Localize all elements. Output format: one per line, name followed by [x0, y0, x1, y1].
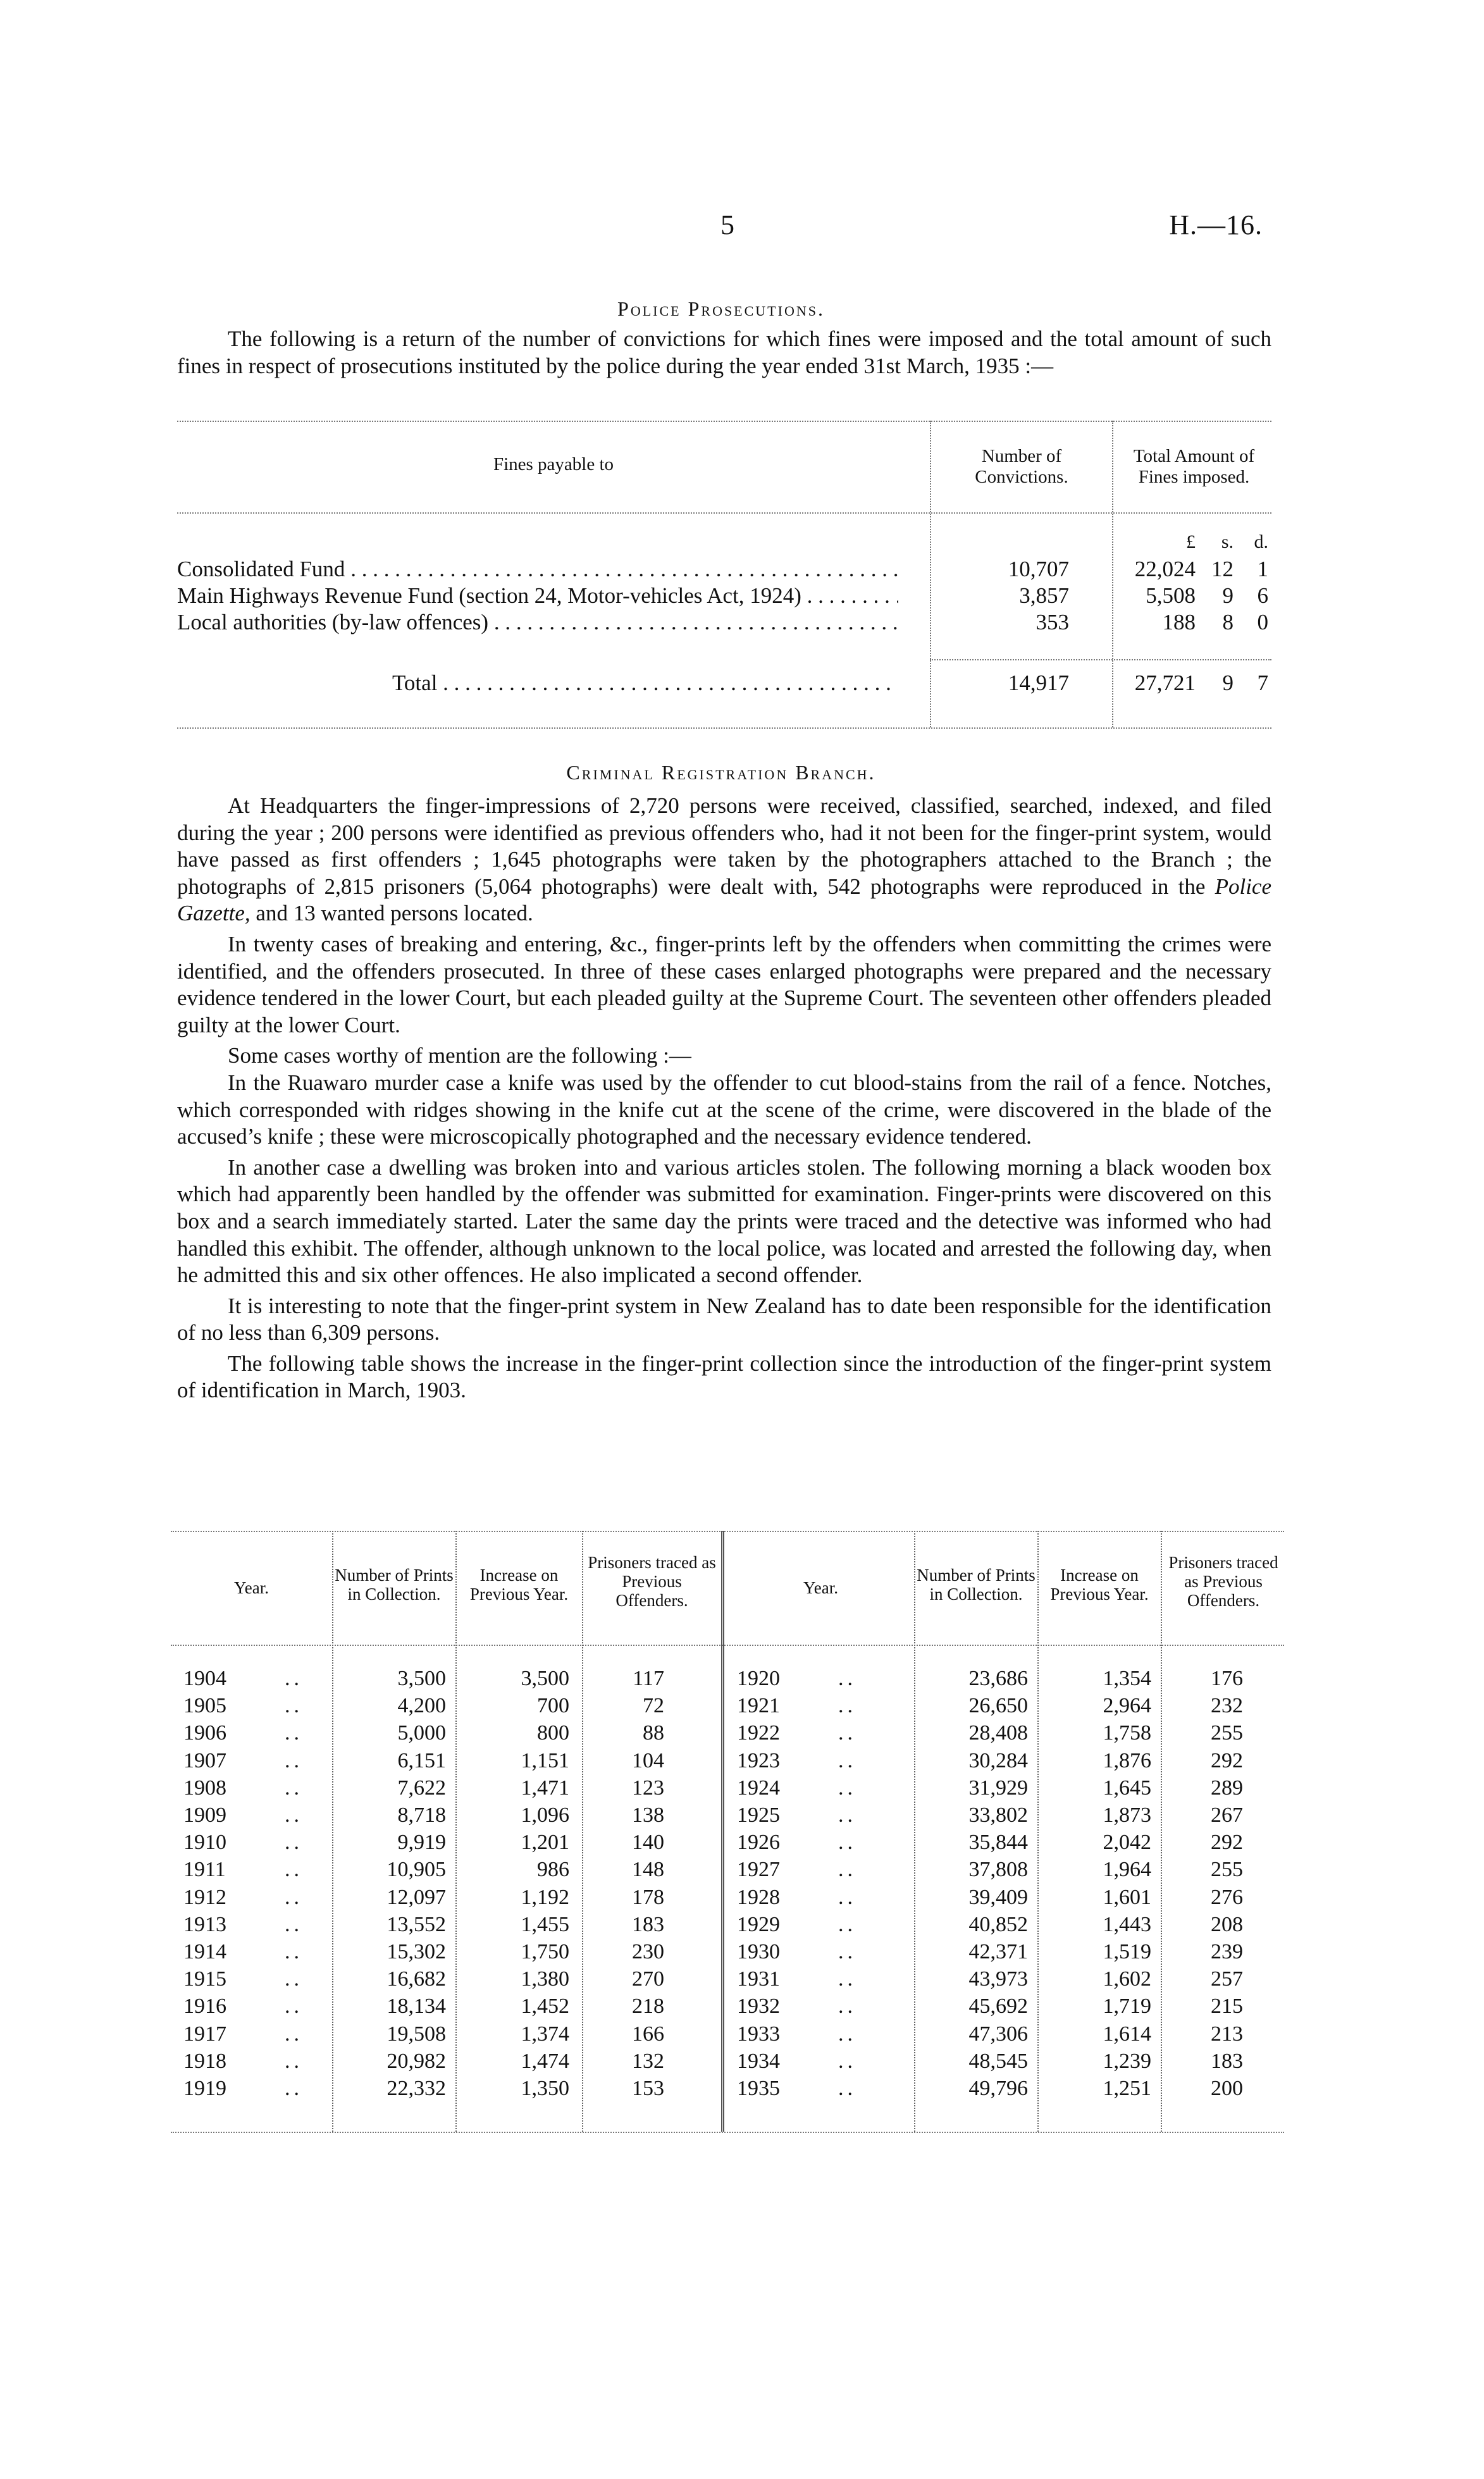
table-row	[171, 1858, 1284, 1885]
table-row	[171, 1994, 1284, 2022]
fines-row-shillings: 9	[1222, 583, 1234, 608]
col-header-year: Year.	[803, 1578, 838, 1597]
row-prisoners: 183	[1211, 2049, 1243, 2073]
row-increase: 1,758	[1103, 1721, 1151, 1745]
row-prisoners: 232	[1211, 1694, 1243, 1718]
row-prints: 16,682	[386, 1967, 446, 1991]
row-increase: 1,519	[1103, 1940, 1151, 1963]
fines-row-convictions: 353	[1036, 610, 1069, 634]
table-row	[171, 2049, 1284, 2077]
row-year: 1923	[737, 1748, 780, 1772]
row-prints: 42,371	[968, 1940, 1028, 1963]
row-year: 1933	[737, 2022, 780, 2046]
row-prints: 6,151	[397, 1748, 446, 1772]
row-prisoners: 117	[633, 1667, 664, 1690]
leader-dots: ..	[838, 1694, 856, 1718]
row-year: 1925	[737, 1803, 780, 1827]
row-year: 1916	[183, 1994, 226, 2018]
row-increase: 1,601	[1103, 1885, 1151, 1909]
row-prints: 12,097	[386, 1885, 446, 1909]
row-year: 1906	[183, 1721, 226, 1745]
paragraph: It is interesting to note that the finger-print system in New Zealand has to date been responsible for the identification of no less than 6,309 persons.	[177, 1293, 1271, 1345]
row-prisoners: 200	[1211, 2077, 1243, 2100]
fines-row-convictions: 10,707	[1008, 557, 1069, 581]
row-year: 1922	[737, 1721, 780, 1745]
row-prisoners: 292	[1211, 1748, 1243, 1772]
table-row	[171, 1913, 1284, 1940]
row-year: 1913	[183, 1912, 226, 1936]
paragraph: In the Ruawaro murder case a knife was used by the offender to cut blood-stains from the rail of a fence. Notches, which corresponded with ridges showing in the knife cut at the scene of the crime, were discovered in the blade of the accused’s knife ; these were microscopically photographed and the necessary evidence tendered.	[177, 1070, 1271, 1149]
row-increase: 1,964	[1103, 1858, 1151, 1882]
leader-dots: ..	[285, 1803, 303, 1827]
police-gazette-title: Police Gazette,	[177, 874, 1271, 926]
row-prints: 19,508	[386, 2022, 446, 2046]
leader-dots: ..	[838, 1748, 856, 1772]
row-year: 1917	[183, 2022, 226, 2046]
row-prints: 48,545	[968, 2049, 1028, 2073]
table-row	[171, 2022, 1284, 2049]
row-year: 1912	[183, 1885, 226, 1909]
leader-dots: ..	[838, 1967, 856, 1991]
table-bottom-rule	[177, 727, 1271, 729]
row-prisoners: 218	[632, 1994, 664, 2018]
fines-row-label: Main Highways Revenue Fund (section 24, Motor-vehicles Act, 1924) . . .	[177, 583, 898, 609]
row-year: 1934	[737, 2049, 780, 2073]
paragraph-text: and 13 wanted persons located.	[250, 901, 533, 926]
row-increase: 1,471	[521, 1776, 569, 1800]
row-prisoners: 257	[1211, 1967, 1243, 1991]
page-number: 5	[720, 209, 734, 240]
leader-dots: ..	[838, 1994, 856, 2018]
fines-row-label: Consolidated Fund . . .	[177, 557, 898, 582]
fines-total-row	[177, 671, 1271, 697]
leader-dots: ..	[838, 1940, 856, 1963]
finger-print-table	[171, 1531, 1284, 2138]
row-prints: 35,844	[968, 1831, 1028, 1855]
row-prisoners: 230	[632, 1940, 664, 1963]
row-year: 1931	[737, 1967, 780, 1991]
fines-total-pounds: 27,721	[1134, 671, 1196, 695]
leader-dots: ..	[285, 1776, 303, 1800]
table-row	[171, 1803, 1284, 1831]
row-increase: 1,876	[1103, 1748, 1151, 1772]
paragraph: In twenty cases of breaking and entering, &c., finger-prints left by the offenders when committing the crimes were identified, and the offenders prosecuted. In three of these cases enlarged photographs were prepared and the necessary evidence tendered in the lower Court, but each pleaded guilty at the Supreme Court. The seventeen other offenders pleaded guilty at the lower Court.	[177, 931, 1271, 1037]
fines-row-label: Local authorities (by-law offences) . . .	[177, 610, 898, 635]
col-header-increase: Increase on Previous Year.	[1050, 1566, 1149, 1604]
row-increase: 800	[537, 1721, 569, 1745]
row-prints: 22,332	[386, 2077, 446, 2100]
unit-pounds: £	[1186, 531, 1196, 552]
row-year: 1924	[737, 1776, 780, 1800]
row-prisoners: 267	[1211, 1803, 1243, 1827]
row-increase: 1,474	[521, 2049, 569, 2073]
row-prints: 10,905	[386, 1858, 446, 1882]
fines-row-pence: 6	[1257, 583, 1268, 608]
col-header-total-amount: Total Amount of Fines imposed.	[1133, 446, 1255, 487]
row-prints: 28,408	[968, 1721, 1028, 1745]
row-prisoners: 270	[632, 1967, 664, 1991]
row-increase: 1,201	[521, 1831, 569, 1855]
row-prints: 9,919	[397, 1831, 446, 1855]
row-prints: 30,284	[968, 1748, 1028, 1772]
row-prisoners: 215	[1211, 1994, 1243, 2018]
row-year: 1929	[737, 1912, 780, 1936]
leader-dots: ..	[838, 1667, 856, 1690]
section-heading-police-prosecutions: Police Prosecutions.	[617, 297, 825, 320]
table-top-rule	[177, 421, 1271, 422]
row-increase: 1,239	[1103, 2049, 1151, 2073]
row-prints: 31,929	[968, 1776, 1028, 1800]
row-year: 1920	[737, 1667, 780, 1690]
fines-row-convictions: 3,857	[1019, 583, 1069, 608]
row-year: 1905	[183, 1694, 226, 1718]
row-increase: 2,042	[1103, 1831, 1151, 1855]
row-prints: 49,796	[968, 2077, 1028, 2100]
row-year: 1926	[737, 1831, 780, 1855]
row-increase: 1,374	[521, 2022, 569, 2046]
fines-row-pounds: 188	[1162, 610, 1196, 634]
row-year: 1911	[183, 1858, 226, 1882]
paragraph: Some cases worthy of mention are the following :—	[228, 1043, 691, 1068]
unit-shillings: s.	[1221, 531, 1234, 552]
leader-dots: ..	[285, 1967, 303, 1991]
table-top-rule	[171, 1531, 1284, 1532]
row-prints: 4,200	[397, 1694, 446, 1718]
row-prints: 20,982	[386, 2049, 446, 2073]
leader-dots: ..	[285, 1667, 303, 1690]
row-prints: 43,973	[968, 1967, 1028, 1991]
document-reference: H.—16.	[1169, 209, 1263, 240]
row-increase: 1,645	[1103, 1776, 1151, 1800]
fines-row-shillings: 8	[1222, 610, 1234, 634]
row-prints: 7,622	[397, 1776, 446, 1800]
fines-total-convictions: 14,917	[1008, 671, 1069, 695]
row-year: 1908	[183, 1776, 226, 1800]
row-year: 1930	[737, 1940, 780, 1963]
table-row	[171, 1967, 1284, 1994]
row-prints: 13,552	[386, 1912, 446, 1936]
row-increase: 1,614	[1103, 2022, 1151, 2046]
row-increase: 1,452	[521, 1994, 569, 2018]
row-prisoners: 104	[632, 1748, 664, 1772]
unit-pence: d.	[1254, 531, 1268, 552]
row-increase: 3,500	[521, 1667, 569, 1690]
leader-dots: ..	[838, 1803, 856, 1827]
criminal-registration-body	[177, 793, 1271, 1404]
row-year: 1909	[183, 1803, 226, 1827]
leader-dots: ..	[285, 2049, 303, 2073]
row-prints: 26,650	[968, 1694, 1028, 1718]
row-prints: 33,802	[968, 1803, 1028, 1827]
fines-table	[177, 417, 1271, 734]
row-prisoners: 213	[1211, 2022, 1243, 2046]
row-increase: 700	[537, 1694, 569, 1718]
leader-dots: ..	[838, 2049, 856, 2073]
table-row	[171, 1749, 1284, 1776]
fines-row-pounds: 22,024	[1134, 557, 1196, 581]
row-increase: 986	[537, 1858, 569, 1882]
leader-dots: ..	[285, 1885, 303, 1909]
row-year: 1935	[737, 2077, 780, 2100]
fines-row	[177, 557, 1271, 583]
row-year: 1915	[183, 1967, 226, 1991]
row-prisoners: 138	[632, 1803, 664, 1827]
row-prints: 47,306	[968, 2022, 1028, 2046]
row-year: 1910	[183, 1831, 226, 1855]
col-header-convictions: Number of Convictions.	[975, 446, 1068, 487]
row-increase: 1,354	[1103, 1667, 1151, 1690]
row-prisoners: 148	[632, 1858, 664, 1882]
row-prints: 3,500	[397, 1667, 446, 1690]
row-increase: 1,750	[521, 1940, 569, 1963]
fines-total-pence: 7	[1257, 671, 1268, 695]
leader-dots: ..	[838, 1912, 856, 1936]
leader-dots: ..	[838, 2077, 856, 2100]
leader-dots: ..	[285, 2077, 303, 2100]
table-bottom-rule	[171, 2132, 1284, 2133]
row-prints: 18,134	[386, 1994, 446, 2018]
row-prisoners: 255	[1211, 1721, 1243, 1745]
row-prisoners: 166	[632, 2022, 664, 2046]
fines-row-pence: 0	[1257, 610, 1268, 634]
row-prisoners: 255	[1211, 1858, 1243, 1882]
table-row	[171, 1721, 1284, 1748]
table-row	[171, 1886, 1284, 1913]
row-prisoners: 276	[1211, 1885, 1243, 1909]
leader-dots: ..	[285, 1748, 303, 1772]
row-prisoners: 72	[643, 1694, 664, 1718]
row-year: 1919	[183, 2077, 226, 2100]
fines-total-label: Total . . .	[392, 671, 898, 696]
row-prisoners: 178	[632, 1885, 664, 1909]
leader-dots: ..	[285, 2022, 303, 2046]
row-prints: 45,692	[968, 1994, 1028, 2018]
fines-row	[177, 583, 1271, 610]
row-year: 1921	[737, 1694, 780, 1718]
col-header-year: Year.	[233, 1578, 269, 1597]
row-prisoners: 153	[632, 2077, 664, 2100]
row-prints: 8,718	[397, 1803, 446, 1827]
leader-dots: ..	[285, 1940, 303, 1963]
row-prints: 23,686	[968, 1667, 1028, 1690]
leader-dots: ..	[285, 1858, 303, 1882]
row-increase: 1,455	[521, 1912, 569, 1936]
row-year: 1907	[183, 1748, 226, 1772]
table-row	[171, 1694, 1284, 1721]
section-heading-criminal-registration: Criminal Registration Branch.	[566, 761, 876, 784]
paragraph-text: At Headquarters the finger-impressions of 2,720 persons were received, classified, searched, indexed, and filed during the year ; 200 persons were identified as previous offenders who, had it not been for the finger-print system, would have passed as first offenders ; 1,645 photographs were taken by the photographers attached to the Branch ; the photographs of 2,815 prisoners (5,064 photographs) were dealt with, 542 photographs were reproduced in the	[177, 793, 1271, 899]
row-prints: 5,000	[397, 1721, 446, 1745]
paragraph	[177, 793, 1271, 927]
row-increase: 2,964	[1103, 1694, 1151, 1718]
row-increase: 1,350	[521, 2077, 569, 2100]
row-year: 1932	[737, 1994, 780, 2018]
row-prisoners: 292	[1211, 1831, 1243, 1855]
table-total-rule	[930, 659, 1271, 660]
row-increase: 1,873	[1103, 1803, 1151, 1827]
leader-dots: ..	[285, 1831, 303, 1855]
leader-dots: ..	[838, 1776, 856, 1800]
row-increase: 1,380	[521, 1967, 569, 1991]
col-header-fines-payable: Fines payable to	[493, 454, 614, 474]
row-increase: 1,096	[521, 1803, 569, 1827]
row-prisoners: 208	[1211, 1912, 1243, 1936]
leader-dots: ..	[285, 1912, 303, 1936]
col-header-prints: Number of Prints in Collection.	[335, 1566, 454, 1604]
leader-dots: ..	[838, 1885, 856, 1909]
table-row	[171, 1940, 1284, 1967]
table-header-rule	[171, 1645, 1284, 1646]
row-prisoners: 132	[632, 2049, 664, 2073]
fines-row-pounds: 5,508	[1146, 583, 1196, 608]
table-header-rule	[177, 512, 1271, 514]
leader-dots: ..	[838, 1721, 856, 1745]
row-increase: 1,443	[1103, 1912, 1151, 1936]
row-year: 1914	[183, 1940, 226, 1963]
row-year: 1904	[183, 1667, 226, 1690]
row-prisoners: 289	[1211, 1776, 1243, 1800]
fines-row-shillings: 12	[1211, 557, 1234, 581]
fines-row-pence: 1	[1257, 557, 1268, 581]
leader-dots: ..	[285, 1694, 303, 1718]
col-header-prisoners: Prisoners traced as Previous Offenders.	[1168, 1553, 1278, 1610]
row-prisoners: 176	[1211, 1667, 1243, 1690]
row-prints: 15,302	[386, 1940, 446, 1963]
row-increase: 1,151	[521, 1748, 569, 1772]
leader-dots: ..	[838, 1831, 856, 1855]
row-prints: 40,852	[968, 1912, 1028, 1936]
table-row	[171, 1667, 1284, 1694]
row-year: 1927	[737, 1858, 780, 1882]
leader-dots: ..	[838, 2022, 856, 2046]
col-header-increase: Increase on Previous Year.	[469, 1566, 569, 1604]
fines-total-shillings: 9	[1222, 671, 1234, 695]
leader-dots: ..	[838, 1858, 856, 1882]
table-row	[171, 1831, 1284, 1858]
leader-dots: ..	[285, 1721, 303, 1745]
row-prints: 39,409	[968, 1885, 1028, 1909]
leader-dots: ..	[285, 1994, 303, 2018]
row-increase: 1,719	[1103, 1994, 1151, 2018]
col-header-prisoners: Prisoners traced as Previous Offenders.	[588, 1553, 716, 1610]
row-prisoners: 183	[632, 1912, 664, 1936]
paragraph: In another case a dwelling was broken into and various articles stolen. The following morning a black wooden box which had apparently been handled by the offender was submitted for examination. Finger-prints were discovered on this box and a search immediately started. Later the same day the prints were traced and the detective was informed who had handled this exhibit. The offender, although unknown to the local police, was located and arrested the following day, when he admitted this and six other offences. He also implicated a second offender.	[177, 1154, 1271, 1288]
row-prisoners: 140	[632, 1831, 664, 1855]
table-row	[171, 1776, 1284, 1803]
row-increase: 1,602	[1103, 1967, 1151, 1991]
table-row	[171, 2077, 1284, 2104]
row-prisoners: 123	[632, 1776, 664, 1800]
police-prosecutions-intro	[177, 326, 1271, 380]
row-year: 1918	[183, 2049, 226, 2073]
intro-paragraph: The following is a return of the number of convictions for which fines were imposed and the total amount of such fines in respect of prosecutions instituted by the police during the year ended 31st March, 1935 :—	[177, 326, 1271, 378]
row-prints: 37,808	[968, 1858, 1028, 1882]
col-header-prints: Number of Prints in Collection.	[917, 1566, 1036, 1604]
fines-row	[177, 610, 1271, 636]
row-prisoners: 239	[1211, 1940, 1243, 1963]
paragraph: The following table shows the increase in the finger-print collection since the introduction of the finger-print system of identification in March, 1903.	[177, 1351, 1271, 1403]
row-year: 1928	[737, 1885, 780, 1909]
row-prisoners: 88	[643, 1721, 664, 1745]
row-increase: 1,192	[521, 1885, 569, 1909]
row-increase: 1,251	[1103, 2077, 1151, 2100]
